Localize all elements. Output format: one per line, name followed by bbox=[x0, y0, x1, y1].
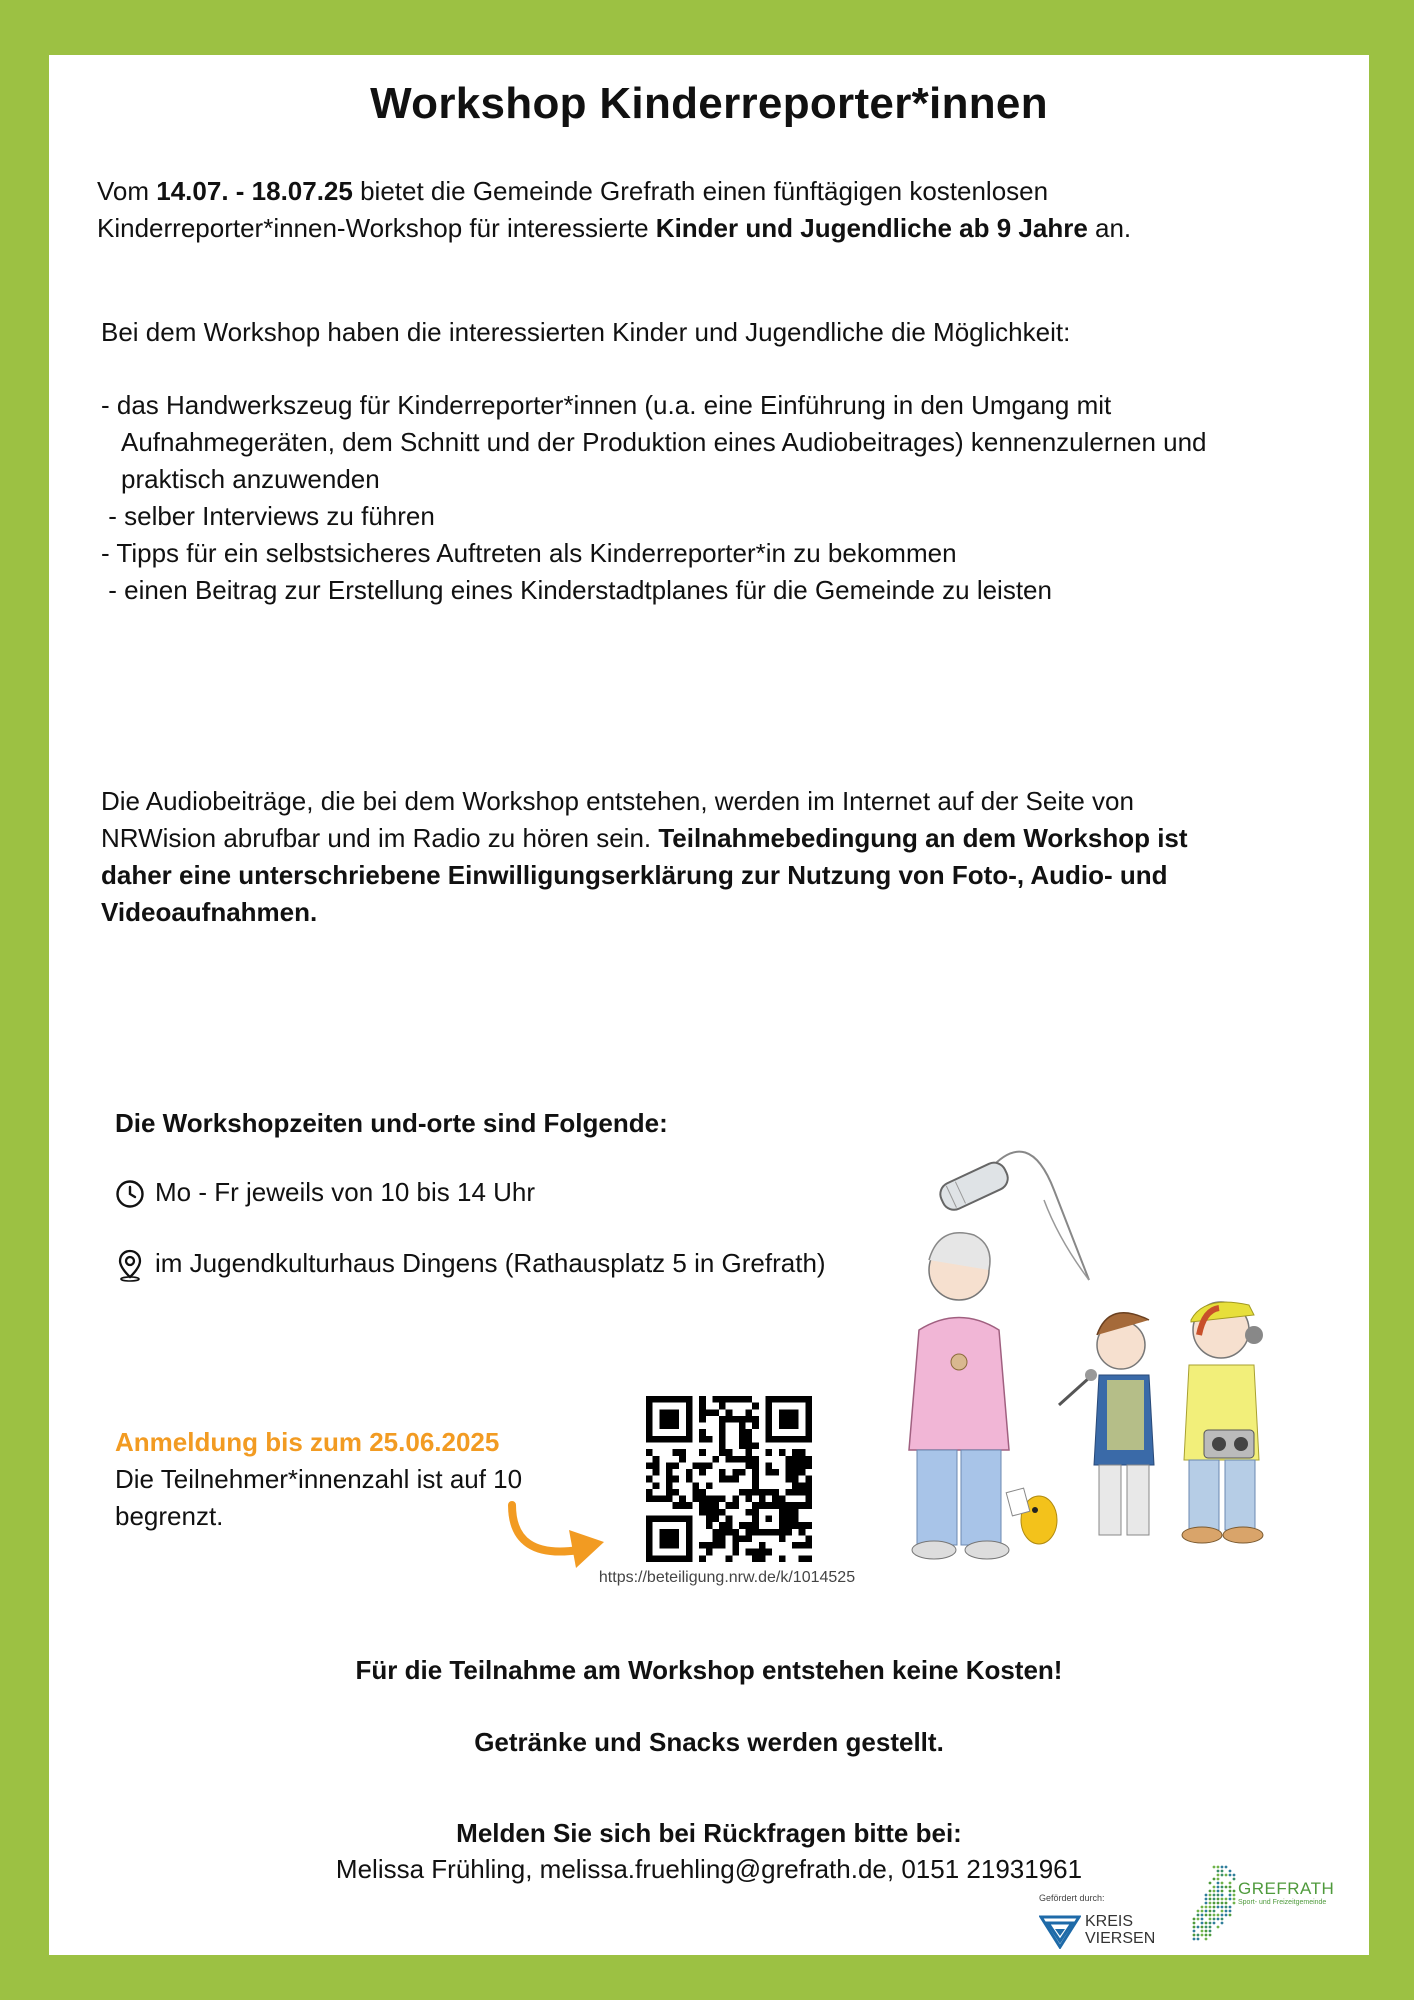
viersen-label: VIERSEN bbox=[1085, 1930, 1156, 1947]
kreis-viersen-wordmark bbox=[1085, 1913, 1155, 1947]
participant-limit-text: Die Teilnehmer*innenzahl ist auf 10 bbox=[115, 1464, 523, 1494]
reporters-illustration bbox=[859, 1130, 1289, 1570]
possibilities-lead: Bei dem Workshop haben die interessierten Kinder und Jugendliche die Möglichkeit: bbox=[101, 317, 1071, 347]
grefrath-tagline: Sport- und Freizeitgemeinde bbox=[1238, 1899, 1327, 1906]
list-item-continued: Aufnahmegeräten, dem Schnitt und der Produktion eines Audiobeitrages) kennenzulernen und bbox=[121, 427, 1207, 457]
possibilities-list bbox=[101, 387, 1361, 609]
cost-notice: Für die Teilnahme am Workshop entstehen keine Kosten! bbox=[355, 1655, 1063, 1685]
participation-condition: daher eine unterschriebene Einwilligungserklärung zur Nutzung von Foto-, Audio- und bbox=[101, 860, 1168, 890]
schedule-place-row bbox=[115, 1245, 826, 1282]
participant-limit-text: begrenzt. bbox=[115, 1501, 224, 1531]
workshop-dates: 14.07. - 18.07.25 bbox=[156, 176, 353, 206]
grefrath-emblem-icon bbox=[1192, 1865, 1236, 1943]
snacks-notice: Getränke und Snacks werden gestellt. bbox=[474, 1727, 944, 1757]
registration-qr-code[interactable] bbox=[646, 1396, 812, 1562]
intro-paragraph bbox=[97, 173, 1337, 247]
audio-text: Die Audiobeiträge, die bei dem Workshop entstehen, werden im Internet auf der Seite von bbox=[101, 786, 1134, 816]
page-title: Workshop Kinderreporter*innen bbox=[370, 79, 1048, 128]
list-item-continued: praktisch anzuwenden bbox=[121, 464, 380, 494]
audio-paragraph bbox=[101, 783, 1361, 931]
contact-details: Melissa Frühling, melissa.fruehling@grefrath.de, 0151 21931961 bbox=[335, 1854, 1083, 1884]
arrow-icon bbox=[504, 1500, 624, 1580]
intro-text: Vom bbox=[97, 176, 157, 206]
schedule-time-row bbox=[115, 1174, 535, 1211]
intro-text: bietet die Gemeinde Grefrath einen fünftägigen kostenlosen bbox=[352, 176, 1049, 206]
intro-text: Kinderreporter*innen-Workshop für interessierte bbox=[97, 213, 656, 243]
list-item: - das Handwerkszeug für Kinderreporter*innen (u.a. eine Einführung in den Umgang mit bbox=[101, 390, 1112, 420]
location-pin-icon bbox=[115, 1248, 145, 1282]
contact-heading: Melden Sie sich bei Rückfragen bitte bei: bbox=[456, 1818, 962, 1848]
kreis-viersen-emblem-icon bbox=[1039, 1913, 1081, 1949]
list-item: - selber Interviews zu führen bbox=[101, 501, 435, 531]
clock-icon bbox=[115, 1179, 145, 1209]
grefrath-logo bbox=[1192, 1865, 1367, 1945]
qr-code-icon bbox=[646, 1396, 812, 1562]
participation-condition: Videoaufnahmen. bbox=[101, 897, 318, 927]
intro-text: an. bbox=[1087, 213, 1132, 243]
registration-url[interactable]: https://beteiligung.nrw.de/k/1014525 bbox=[598, 1569, 856, 1586]
possibilities-section bbox=[101, 314, 1351, 351]
schedule-place: im Jugendkulturhaus Dingens (Rathausplatz 5 in Grefrath) bbox=[155, 1248, 826, 1278]
target-audience: Kinder und Jugendliche ab 9 Jahre bbox=[655, 213, 1088, 243]
flyer-page bbox=[49, 55, 1369, 1955]
schedule-heading: Die Workshopzeiten und-orte sind Folgende: bbox=[115, 1108, 668, 1138]
list-item: - Tipps für ein selbstsicheres Auftreten als Kinderreporter*in zu bekommen bbox=[101, 538, 957, 568]
registration-deadline: Anmeldung bis zum 25.06.2025 bbox=[115, 1427, 500, 1457]
sponsor-label: Gefördert durch: bbox=[1039, 1893, 1105, 1903]
participation-condition: Teilnahmebedingung an dem Workshop ist bbox=[658, 823, 1188, 853]
audio-text: NRWision abrufbar und im Radio zu hören sein. bbox=[101, 823, 659, 853]
kreis-label: KREIS bbox=[1085, 1913, 1134, 1930]
kreis-viersen-logo bbox=[1039, 1893, 1159, 1953]
list-item: - einen Beitrag zur Erstellung eines Kinderstadtplanes für die Gemeinde zu leisten bbox=[101, 575, 1052, 605]
grefrath-wordmark: GREFRATH bbox=[1238, 1879, 1335, 1898]
schedule-time: Mo - Fr jeweils von 10 bis 14 Uhr bbox=[155, 1177, 536, 1207]
